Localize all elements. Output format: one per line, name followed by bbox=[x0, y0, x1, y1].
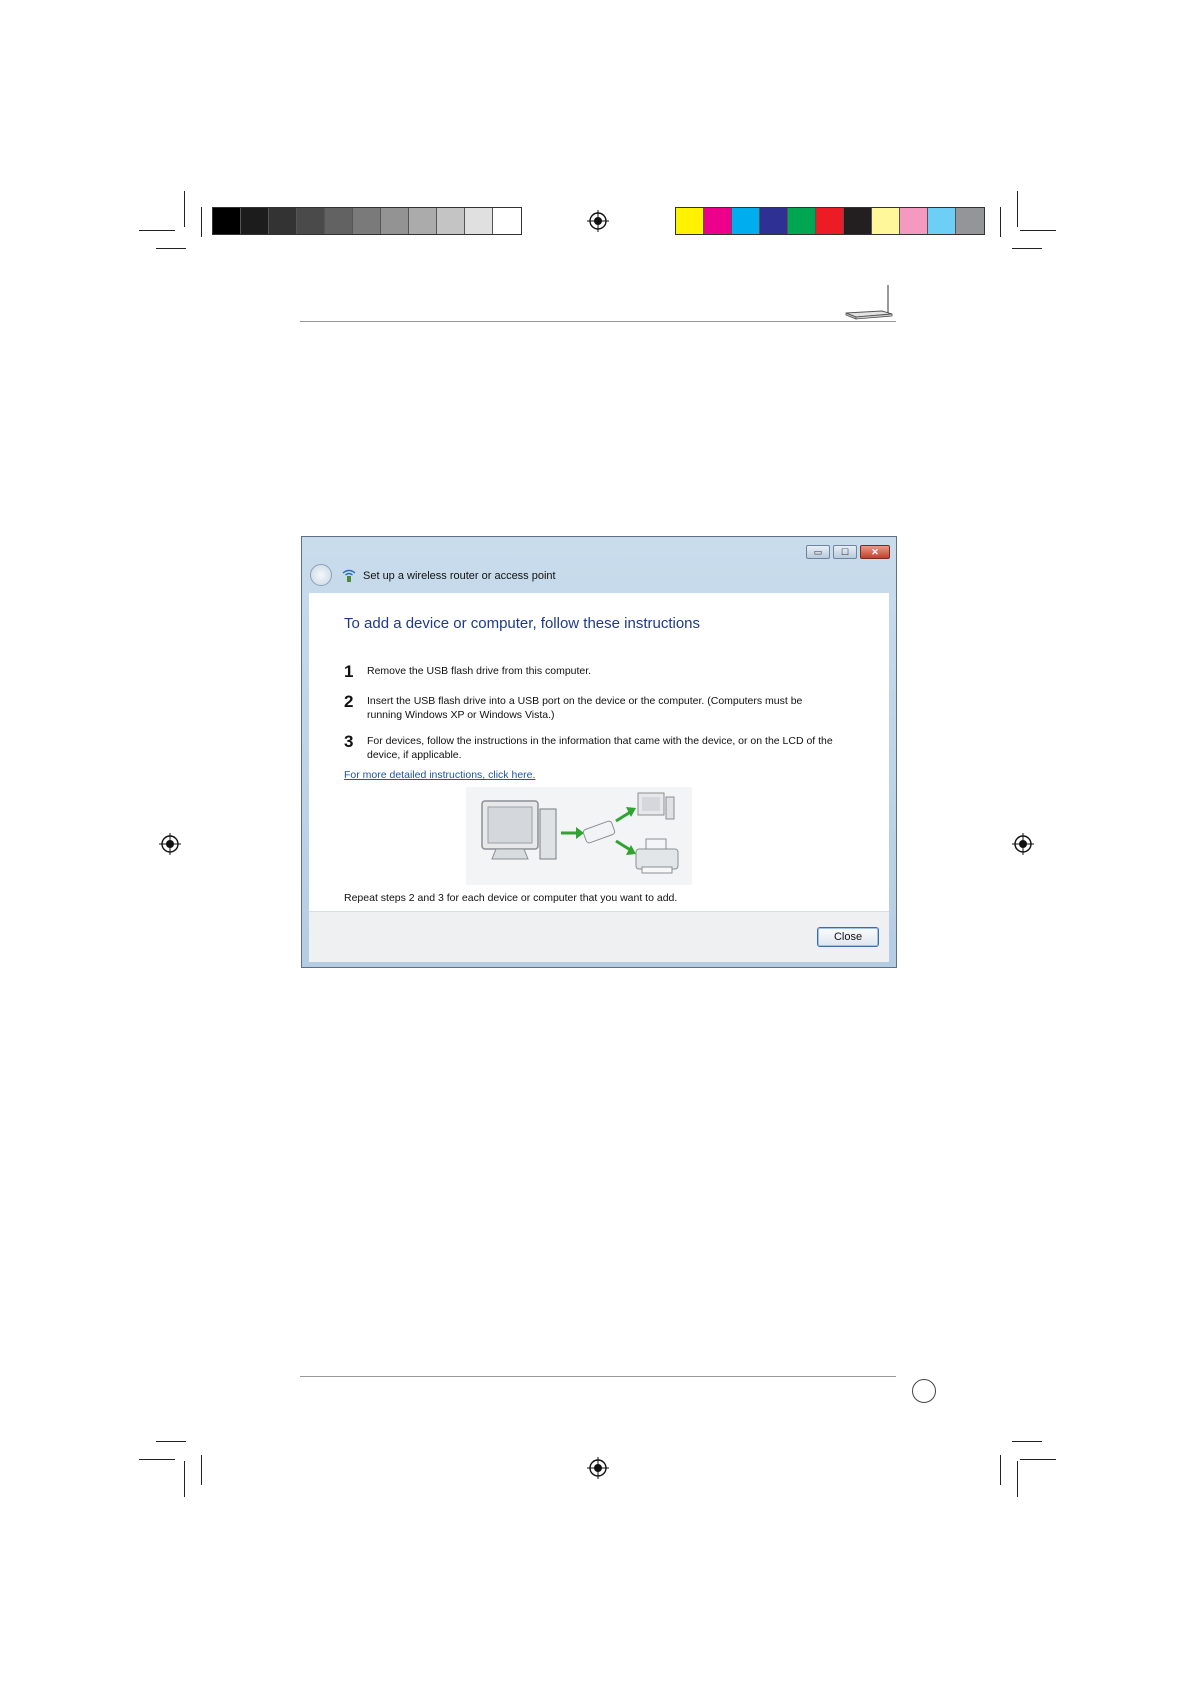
color-swatch bbox=[816, 208, 844, 234]
setup-wireless-router-dialog bbox=[301, 536, 897, 968]
crop-mark bbox=[184, 191, 185, 227]
crop-mark bbox=[1000, 1455, 1001, 1485]
repeat-instructions-text: Repeat steps 2 and 3 for each device or computer that you want to add. bbox=[344, 892, 678, 904]
color-swatch bbox=[844, 208, 872, 234]
usb-drive-icon bbox=[583, 820, 616, 843]
color-swatch bbox=[928, 208, 956, 234]
crop-mark bbox=[1017, 191, 1018, 227]
crop-mark bbox=[1017, 1461, 1018, 1497]
crop-mark bbox=[1020, 1459, 1056, 1460]
crop-mark bbox=[139, 1459, 175, 1460]
dialog-content bbox=[309, 593, 889, 911]
back-button[interactable] bbox=[310, 564, 332, 586]
color-swatch bbox=[676, 208, 704, 234]
crop-mark bbox=[1012, 1441, 1042, 1442]
step-text: Remove the USB flash drive from this computer. bbox=[367, 665, 592, 677]
grayscale-calibration-bar bbox=[212, 207, 522, 235]
detailed-instructions-link[interactable]: For more detailed instructions, click here. bbox=[344, 769, 536, 781]
crop-mark bbox=[139, 230, 175, 231]
color-swatch bbox=[704, 208, 732, 234]
color-swatch bbox=[956, 208, 984, 234]
color-swatch bbox=[353, 208, 381, 234]
color-swatch bbox=[437, 208, 465, 234]
registration-mark-icon bbox=[159, 833, 181, 855]
color-swatch bbox=[788, 208, 816, 234]
registration-mark-icon bbox=[587, 1457, 609, 1479]
printer-icon bbox=[636, 839, 678, 873]
maximize-button[interactable]: ☐ bbox=[833, 545, 857, 559]
minimize-button[interactable]: ▭ bbox=[806, 545, 830, 559]
window-title: Set up a wireless router or access point bbox=[363, 570, 556, 582]
color-swatch bbox=[493, 208, 521, 234]
color-swatch bbox=[381, 208, 409, 234]
color-swatch bbox=[269, 208, 297, 234]
color-swatch bbox=[241, 208, 269, 234]
registration-mark-icon bbox=[1012, 833, 1034, 855]
color-swatch bbox=[465, 208, 493, 234]
crop-mark bbox=[201, 1455, 202, 1485]
close-button[interactable]: Close bbox=[817, 927, 879, 947]
instructions-heading: To add a device or computer, follow these instructions bbox=[344, 615, 701, 632]
color-swatch bbox=[409, 208, 437, 234]
page-number-circle bbox=[912, 1379, 936, 1403]
color-swatch bbox=[872, 208, 900, 234]
color-swatch bbox=[900, 208, 928, 234]
color-swatch bbox=[213, 208, 241, 234]
step-number: 3 bbox=[344, 732, 354, 751]
computer-icon bbox=[638, 793, 674, 819]
title-bar bbox=[302, 537, 896, 587]
dialog-footer bbox=[309, 911, 889, 962]
color-swatch bbox=[325, 208, 353, 234]
crop-mark bbox=[1020, 230, 1056, 231]
window-controls bbox=[806, 545, 890, 559]
router-icon bbox=[842, 283, 894, 323]
wireless-router-icon bbox=[341, 569, 357, 583]
color-swatch bbox=[760, 208, 788, 234]
color-calibration-bar bbox=[675, 207, 985, 235]
step-text: Insert the USB flash drive into a USB port on the device or the computer. (Computers must be running Windows XP or Windows Vista.) bbox=[367, 695, 803, 721]
color-swatch bbox=[297, 208, 325, 234]
crop-mark bbox=[156, 248, 186, 249]
footer-rule bbox=[300, 1376, 896, 1377]
step-number: 2 bbox=[344, 692, 354, 711]
crop-mark bbox=[184, 1461, 185, 1497]
crop-mark bbox=[1012, 248, 1042, 249]
crop-mark bbox=[1000, 207, 1001, 237]
registration-mark-icon bbox=[587, 210, 609, 232]
usb-transfer-illustration bbox=[466, 787, 692, 885]
crop-mark bbox=[156, 1441, 186, 1442]
computer-icon bbox=[482, 801, 556, 859]
close-window-button[interactable]: ✕ bbox=[860, 545, 890, 559]
step-text: For devices, follow the instructions in the information that came with the device, or on the LCD of the device, if applicable. bbox=[367, 735, 833, 761]
step-number: 1 bbox=[344, 662, 354, 681]
header-rule bbox=[300, 321, 896, 322]
crop-mark bbox=[201, 207, 202, 237]
color-swatch bbox=[732, 208, 760, 234]
